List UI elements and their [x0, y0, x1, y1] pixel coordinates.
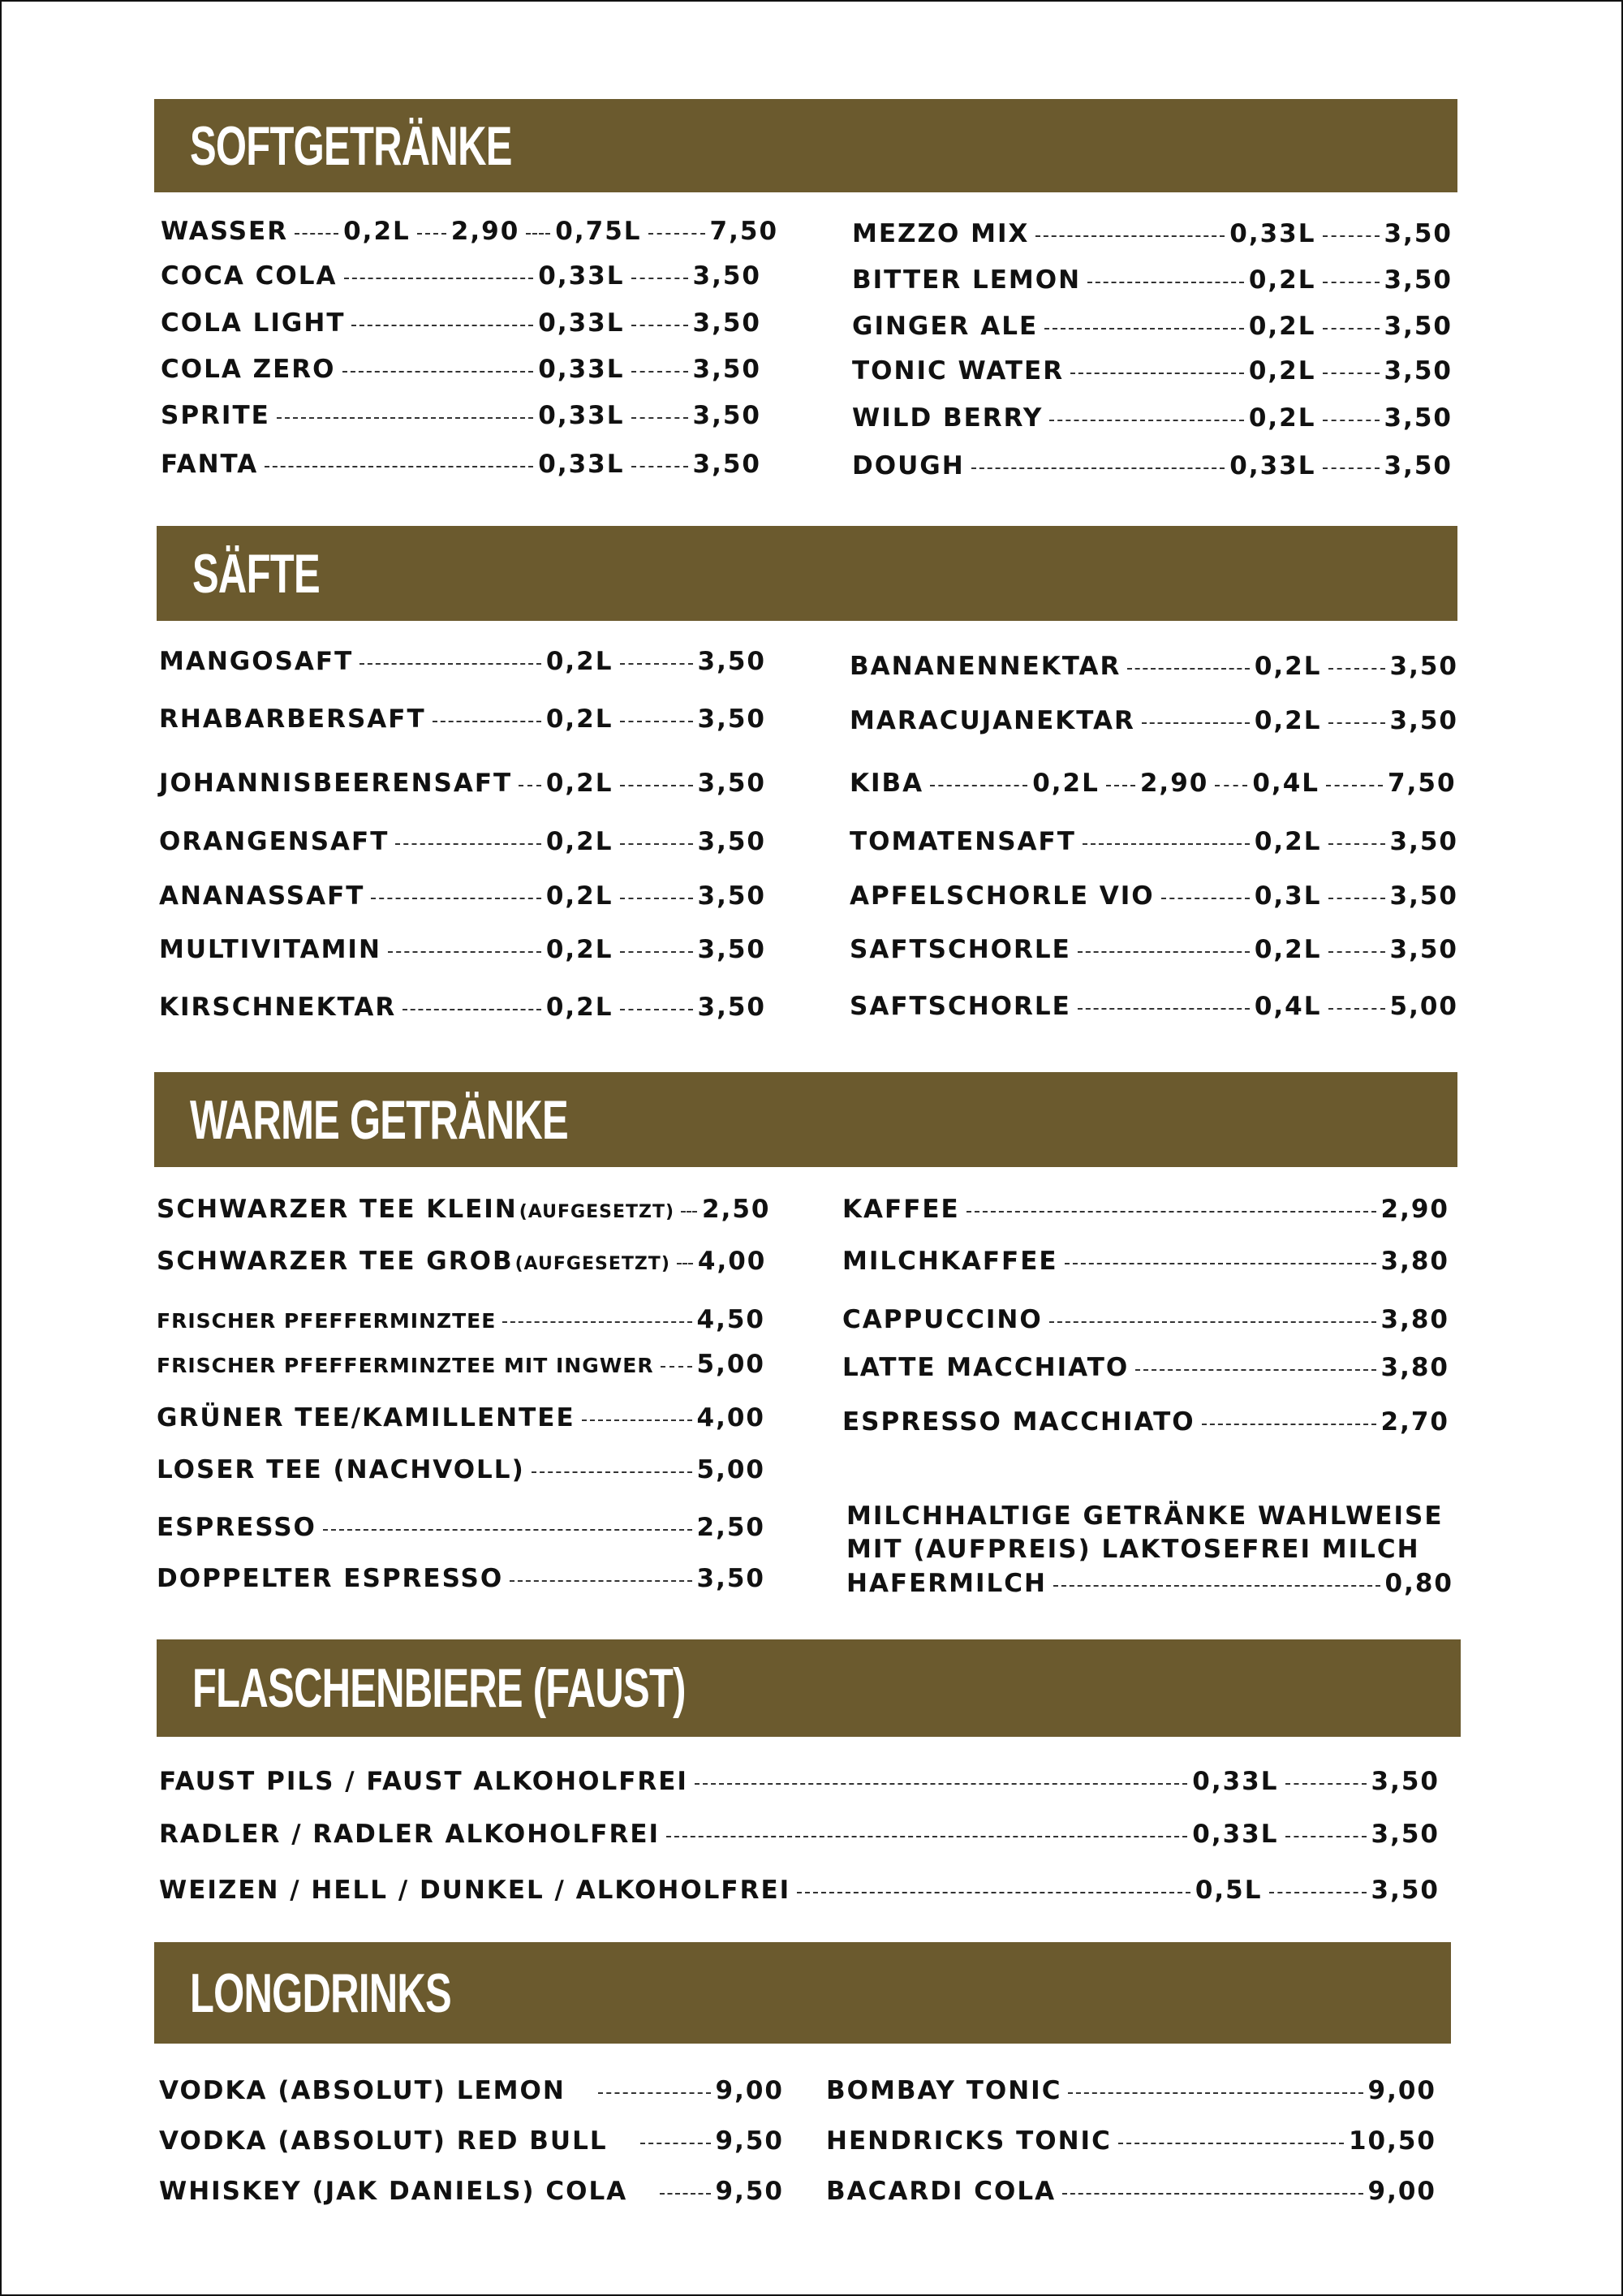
item-size: 0,33L [538, 261, 625, 291]
item-size: 0,5L [1195, 1876, 1263, 1905]
dotted-leader [648, 233, 705, 235]
menu-item [852, 353, 1453, 389]
menu-item [159, 1816, 1440, 1852]
dotted-leader [1328, 898, 1385, 899]
dotted-leader [344, 278, 534, 279]
item-price: 3,50 [1384, 403, 1453, 433]
item-name: VODKA (ABSOLUT) LEMON [159, 2076, 566, 2105]
menu-item [161, 213, 779, 249]
dotted-leader [1135, 1369, 1375, 1371]
menu-item [850, 932, 1458, 967]
dotted-leader [1269, 1892, 1367, 1893]
item-name: CAPPUCCINO [842, 1305, 1043, 1334]
menu-item [157, 1452, 765, 1488]
menu-item [161, 258, 761, 294]
dotted-leader [510, 1580, 691, 1582]
dotted-leader [1285, 1836, 1367, 1837]
dotted-leader [1087, 282, 1244, 283]
item-name: WHISKEY (JAK DANIELS) COLA [159, 2177, 628, 2206]
item-name: DOUGH [852, 451, 965, 480]
dotted-leader [519, 785, 541, 786]
item-name: ESPRESSO [157, 1513, 316, 1542]
dotted-leader [1323, 420, 1380, 421]
item-name: MULTIVITAMIN [159, 935, 381, 964]
menu-item [159, 1872, 1440, 1908]
dotted-leader [1078, 1008, 1250, 1010]
menu-item [159, 989, 766, 1025]
section-header-softgetraenke [154, 99, 1457, 192]
menu-item [159, 878, 766, 914]
dotted-leader [695, 1783, 1187, 1785]
item-name: SPRITE [161, 401, 270, 430]
dotted-leader [323, 1529, 692, 1531]
item-price: 3,50 [697, 993, 766, 1022]
item-price: 3,50 [1389, 827, 1458, 856]
item-price: 3,50 [697, 647, 766, 676]
milk-note-line: MIT (AUFPREIS) LAKTOSEFREI MILCH [846, 1535, 1420, 1564]
menu-item [852, 400, 1453, 436]
dotted-leader [359, 663, 541, 665]
dotted-leader [417, 233, 446, 235]
dotted-leader [265, 466, 533, 467]
item-name: FRISCHER PFEFFERMINZTEE [157, 1309, 497, 1333]
item-name: KIBA [850, 769, 924, 798]
dotted-leader [971, 467, 1225, 469]
dotted-leader [371, 898, 540, 899]
menu-item [159, 701, 766, 737]
menu-item [159, 824, 766, 859]
item-name: MEZZO MIX [852, 219, 1030, 248]
item-price: 3,50 [692, 308, 761, 338]
item-name: SCHWARZER TEE GROB [157, 1247, 514, 1276]
dotted-leader [1049, 1321, 1376, 1323]
dotted-leader [1202, 1424, 1376, 1425]
dotted-leader [666, 1836, 1187, 1837]
item-size: 0,2L [1248, 312, 1316, 341]
item-name: GINGER ALE [852, 312, 1039, 341]
item-name: BACARDI COLA [826, 2177, 1057, 2206]
item-price: 2,50 [702, 1195, 771, 1224]
menu-item [846, 1566, 1453, 1601]
menu-item [157, 1191, 771, 1227]
dotted-leader [1142, 722, 1250, 724]
item-price: 7,50 [709, 217, 779, 246]
item-price: 2,50 [696, 1513, 765, 1542]
dotted-leader [677, 1263, 693, 1264]
item-name: VODKA (ABSOLUT) RED BULL [159, 2126, 608, 2156]
item-price: 3,50 [1371, 1767, 1440, 1796]
item-size: 0,2L [1032, 769, 1100, 798]
item-name: SCHWARZER TEE KLEIN [157, 1195, 518, 1224]
menu-item [850, 824, 1458, 859]
menu-item [826, 2173, 1436, 2209]
menu-item [852, 216, 1453, 252]
dotted-leader [1106, 785, 1135, 786]
item-name: RHABARBERSAFT [159, 704, 426, 734]
menu-item [852, 262, 1453, 298]
dotted-leader [966, 1211, 1376, 1213]
item-name: BITTER LEMON [852, 265, 1082, 295]
menu-item [157, 1561, 765, 1596]
item-size: 0,2L [545, 881, 613, 911]
menu-item [850, 648, 1458, 684]
item-price: 3,50 [1389, 881, 1458, 911]
item-price: 3,50 [1389, 706, 1458, 735]
item-name: LATTE MACCHIATO [842, 1353, 1130, 1382]
item-name: MARACUJANEKTAR [850, 706, 1135, 735]
menu-item [161, 351, 761, 387]
menu-item [157, 1510, 765, 1545]
item-name: WEIZEN / HELL / DUNKEL / ALKOHOLFREI [159, 1876, 791, 1905]
menu-item [157, 1302, 765, 1338]
dotted-leader [1328, 1008, 1385, 1010]
milk-note-line: MILCHHALTIGE GETRÄNKE WAHLWEISE [846, 1501, 1444, 1531]
item-size: 0,2L [545, 647, 613, 676]
item-name: SAFTSCHORLE [850, 992, 1071, 1021]
dotted-leader [631, 417, 688, 419]
item-price: 3,80 [1380, 1305, 1449, 1334]
section-title: FLASCHENBIERE (FAUST) [192, 1657, 686, 1719]
item-name: COLA ZERO [161, 355, 336, 384]
menu-item [159, 765, 766, 801]
menu-item [842, 1302, 1449, 1338]
item-price: 3,50 [1384, 451, 1453, 480]
item-name: KIRSCHNEKTAR [159, 993, 397, 1022]
item-size: 0,33L [538, 355, 625, 384]
item-size: 0,2L [545, 935, 613, 964]
item-price: 5,00 [696, 1350, 765, 1379]
item-name: ANANASSAFT [159, 881, 365, 911]
dotted-leader [582, 1419, 692, 1421]
item-size: 0,33L [1229, 219, 1316, 248]
item-name: HENDRICKS TONIC [826, 2126, 1112, 2156]
item-size: 0,75L [555, 217, 642, 246]
dotted-leader [532, 1471, 692, 1473]
item-price: 9,50 [715, 2177, 784, 2206]
section-header-flaschenbiere [157, 1639, 1461, 1737]
item-name: LOSER TEE (NACHVOLL) [157, 1455, 525, 1484]
item-size: 0,2L [1254, 935, 1322, 964]
dotted-leader [1065, 1263, 1376, 1264]
dotted-leader [1323, 282, 1380, 283]
menu-item [842, 1404, 1449, 1440]
item-price: 2,70 [1380, 1407, 1449, 1437]
item-name: MILCHKAFFEE [842, 1247, 1058, 1276]
dotted-leader [1323, 373, 1380, 374]
item-name: GRÜNER TEE/KAMILLENTEE [157, 1403, 575, 1432]
item-price: 3,50 [692, 401, 761, 430]
item-size: 0,2L [1254, 827, 1322, 856]
item-size: 0,2L [1248, 356, 1316, 386]
dotted-leader [598, 2092, 711, 2094]
item-name: BANANENNEKTAR [850, 652, 1121, 681]
dotted-leader [631, 325, 688, 326]
menu-item [159, 2073, 784, 2109]
item-price: 0,80 [1384, 1569, 1453, 1598]
menu-item [826, 2123, 1436, 2159]
menu-item [842, 1243, 1449, 1279]
menu-item [157, 1243, 765, 1279]
dotted-leader [631, 371, 688, 373]
menu-item [161, 305, 761, 341]
dotted-leader [277, 417, 533, 419]
item-name: COCA COLA [161, 261, 338, 291]
item-price: 5,00 [696, 1455, 765, 1484]
item-size: 0,2L [545, 827, 613, 856]
menu-item [159, 644, 766, 679]
item-price: 3,50 [697, 827, 766, 856]
item-price: 3,50 [696, 1564, 765, 1593]
menu-item [842, 1350, 1449, 1385]
item-name: HAFERMILCH [846, 1569, 1047, 1598]
item-size: 0,2L [545, 769, 613, 798]
section-header-longdrinks [154, 1942, 1451, 2044]
dotted-leader [395, 843, 540, 845]
dotted-leader [631, 466, 688, 467]
item-name: COLA LIGHT [161, 308, 346, 338]
item-size: 0,33L [1229, 451, 1316, 480]
menu-item [161, 446, 761, 482]
menu-item [850, 765, 1458, 801]
item-price: 3,50 [697, 769, 766, 798]
item-price: 3,50 [692, 450, 761, 479]
dotted-leader [1118, 2143, 1344, 2144]
item-price: 3,50 [1384, 312, 1453, 341]
item-price: 4,50 [696, 1305, 765, 1334]
dotted-leader [681, 1211, 697, 1213]
item-name: DOPPELTER ESPRESSO [157, 1564, 504, 1593]
item-price: 9,00 [715, 2076, 784, 2105]
item-size: 0,3L [1254, 881, 1322, 911]
item-price: 3,50 [697, 704, 766, 734]
item-size: 0,33L [538, 401, 625, 430]
item-price: 9,50 [715, 2126, 784, 2156]
item-size: 0,33L [538, 450, 625, 479]
item-name: WASSER [161, 217, 289, 246]
menu-item [852, 448, 1453, 484]
item-size: 0,2L [545, 704, 613, 734]
item-price: 3,80 [1380, 1247, 1449, 1276]
dotted-leader [1285, 1783, 1367, 1785]
item-size: 0,2L [1248, 265, 1316, 295]
dotted-leader [502, 1321, 691, 1323]
menu-item [157, 1400, 765, 1436]
item-price: 3,50 [1384, 265, 1453, 295]
item-name: JOHANNISBEERENSAFT [159, 769, 513, 798]
dotted-leader [797, 1892, 1190, 1893]
item-price: 2,90 [450, 217, 520, 246]
dotted-leader [433, 721, 541, 722]
dotted-leader [620, 898, 693, 899]
item-name: TONIC WATER [852, 356, 1065, 386]
section-title: SOFTGETRÄNKE [190, 114, 512, 177]
item-price: 3,50 [1389, 652, 1458, 681]
item-price: 4,00 [696, 1403, 765, 1432]
dotted-leader [620, 785, 693, 786]
dotted-leader [631, 278, 688, 279]
item-price: 10,50 [1348, 2126, 1436, 2156]
item-size: 0,33L [538, 308, 625, 338]
dotted-leader [342, 371, 534, 373]
item-price: 3,50 [692, 261, 761, 291]
dotted-leader [1326, 785, 1383, 786]
item-name: WILD BERRY [852, 403, 1044, 433]
menu-item [159, 1764, 1440, 1799]
item-name: MANGOSAFT [159, 647, 354, 676]
item-size: 0,33L [1192, 1820, 1279, 1849]
section-header-warme-getraenke [154, 1072, 1457, 1167]
dotted-leader [1062, 2193, 1363, 2195]
dotted-leader [1328, 722, 1385, 724]
menu-item [159, 2173, 784, 2209]
menu-item [157, 1346, 765, 1382]
dotted-leader [620, 843, 693, 845]
dotted-leader [1323, 235, 1380, 237]
dotted-leader [1161, 898, 1250, 899]
item-name: FAUST PILS / FAUST ALKOHOLFREI [159, 1767, 688, 1796]
dotted-leader [1127, 668, 1249, 670]
item-name: FANTA [161, 450, 259, 479]
item-price: 3,50 [697, 881, 766, 911]
dotted-leader [640, 2143, 711, 2144]
menu-item [850, 703, 1458, 739]
section-title: WARME GETRÄNKE [190, 1088, 568, 1151]
dotted-leader [1068, 2092, 1363, 2094]
item-price: 3,50 [692, 355, 761, 384]
item-size: 0,4L [1252, 769, 1320, 798]
dotted-leader [661, 1366, 692, 1368]
dotted-leader [403, 1009, 541, 1010]
item-size: 0,2L [1254, 706, 1322, 735]
section-header-saefte [157, 526, 1457, 621]
item-size: 0,2L [545, 993, 613, 1022]
item-name: BOMBAY TONIC [826, 2076, 1062, 2105]
menu-item [159, 932, 766, 967]
dotted-leader [1053, 1585, 1380, 1587]
dotted-leader [1083, 843, 1250, 845]
item-price: 9,00 [1367, 2076, 1436, 2105]
dotted-leader [526, 233, 550, 235]
item-name: RADLER / RADLER ALKOHOLFREI [159, 1820, 661, 1849]
menu-item [826, 2073, 1436, 2109]
section-title: SÄFTE [192, 542, 320, 605]
dotted-leader [1049, 420, 1244, 421]
section-title: LONGDRINKS [190, 1962, 451, 2024]
dotted-leader [351, 325, 533, 326]
item-name: TOMATENSAFT [850, 827, 1076, 856]
dotted-leader [295, 233, 338, 235]
item-price: 3,50 [1371, 1820, 1440, 1849]
item-name: ESPRESSO MACCHIATO [842, 1407, 1195, 1437]
item-price: 3,50 [1384, 219, 1453, 248]
item-name: SAFTSCHORLE [850, 935, 1071, 964]
dotted-leader [1035, 235, 1225, 237]
item-note: (AUFGESETZT) [514, 1254, 670, 1274]
dotted-leader [1044, 328, 1244, 330]
item-price: 9,00 [1367, 2177, 1436, 2206]
item-size: 0,4L [1254, 992, 1322, 1021]
item-size: 0,33L [1192, 1767, 1279, 1796]
menu-item [161, 398, 761, 433]
dotted-leader [1328, 668, 1385, 670]
item-price: 2,90 [1139, 769, 1209, 798]
menu-item [852, 308, 1453, 344]
dotted-leader [660, 2193, 710, 2195]
dotted-leader [1215, 785, 1247, 786]
dotted-leader [930, 785, 1027, 786]
item-size: 0,2L [1248, 403, 1316, 433]
dotted-leader [620, 721, 693, 722]
item-name: KAFFEE [842, 1195, 960, 1224]
menu-item [842, 1191, 1449, 1227]
item-price: 3,80 [1380, 1353, 1449, 1382]
dotted-leader [1328, 951, 1385, 953]
item-name: APFELSCHORLE VIO [850, 881, 1155, 911]
dotted-leader [1323, 328, 1380, 330]
dotted-leader [388, 951, 541, 953]
item-size: 0,2L [1254, 652, 1322, 681]
item-price: 2,90 [1380, 1195, 1449, 1224]
dotted-leader [1323, 467, 1380, 469]
item-price: 3,50 [1389, 935, 1458, 964]
item-size: 0,2L [343, 217, 411, 246]
item-name: ORANGENSAFT [159, 827, 390, 856]
item-price: 4,00 [697, 1247, 767, 1276]
dotted-leader [1328, 843, 1385, 845]
item-note: (AUFGESETZT) [519, 1202, 675, 1222]
dotted-leader [1078, 951, 1250, 953]
dotted-leader [1070, 373, 1244, 374]
dotted-leader [620, 951, 693, 953]
dotted-leader [620, 1009, 693, 1010]
item-price: 5,00 [1389, 992, 1458, 1021]
dotted-leader [620, 663, 693, 665]
item-price: 7,50 [1388, 769, 1457, 798]
item-price: 3,50 [697, 935, 766, 964]
item-price: 3,50 [1371, 1876, 1440, 1905]
menu-item [850, 878, 1458, 914]
item-name: FRISCHER PFEFFERMINZTEE MIT INGWER [157, 1354, 654, 1377]
item-price: 3,50 [1384, 356, 1453, 386]
menu-item [159, 2123, 784, 2159]
menu-item [850, 989, 1458, 1024]
